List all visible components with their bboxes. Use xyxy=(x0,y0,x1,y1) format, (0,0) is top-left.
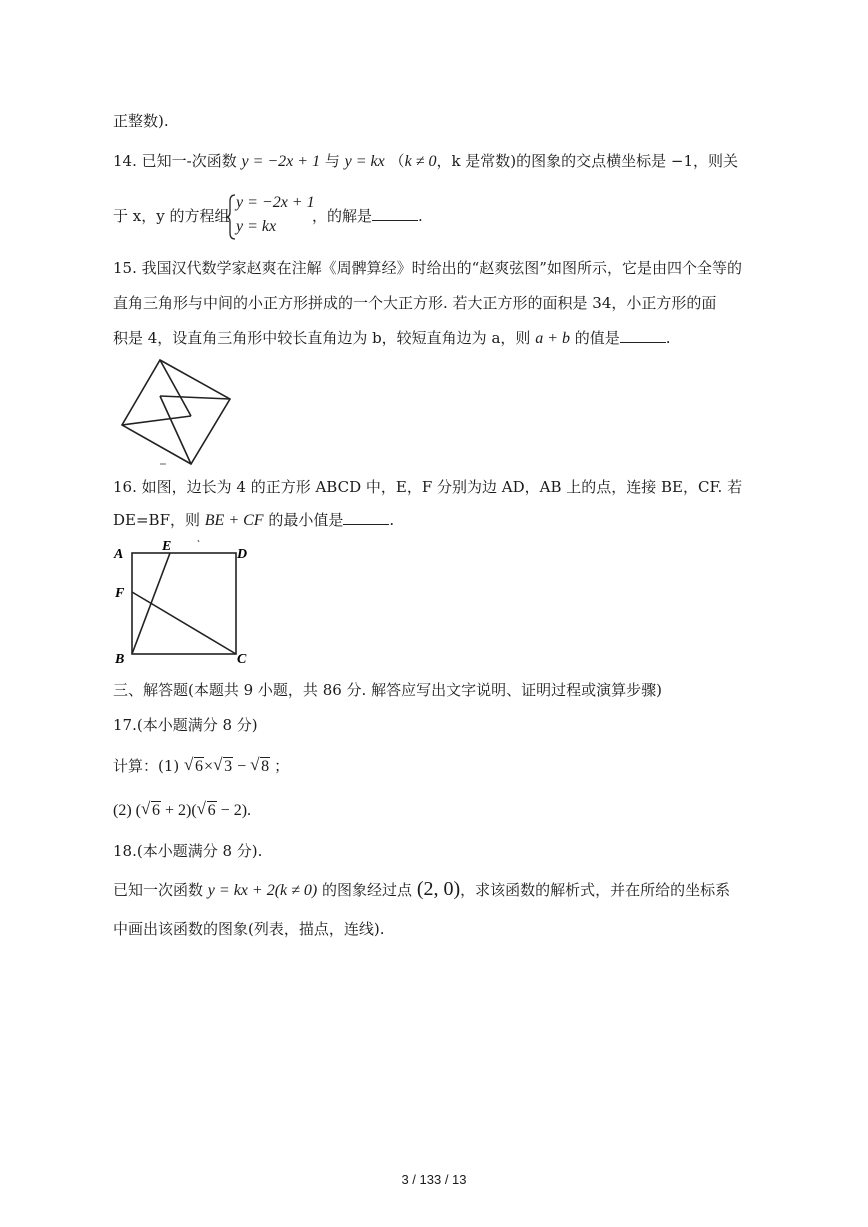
zhao-shuang-diagram xyxy=(118,356,234,468)
outer-square xyxy=(122,360,230,464)
q16-line-2 xyxy=(113,510,394,531)
q15-line-3 xyxy=(113,328,671,349)
q14-text-a: 14. 已知一-次函数 xyxy=(113,152,237,170)
label-a: A xyxy=(114,547,124,562)
q17-semicolon: ； xyxy=(274,757,290,775)
q14-line-1 xyxy=(113,151,738,172)
q14-text-c: （ xyxy=(389,152,405,170)
system-equation-2: y = kx xyxy=(236,218,277,235)
q14-answer xyxy=(312,206,423,226)
radicand-6-a: 6 xyxy=(151,802,160,819)
part-2-middle: + 2)( xyxy=(160,802,197,819)
minus-sign: − xyxy=(233,758,251,775)
q15-expression: a + b xyxy=(535,330,570,347)
label-f: F xyxy=(115,586,125,601)
times-sign: × xyxy=(204,758,214,775)
q15-answer-blank[interactable] xyxy=(620,328,666,343)
square-abcd xyxy=(132,553,236,654)
segment-cf xyxy=(132,592,236,654)
q18-text-a: 已知一次函数 xyxy=(113,881,204,899)
q17-part-2 xyxy=(113,800,251,821)
q14-answer-prompt: ，的解是 xyxy=(312,207,373,225)
q16-text-b: 的最小值是 xyxy=(268,511,344,529)
radicand-6-b: 6 xyxy=(207,802,216,819)
q17-calc-prefix: 计算：(1) xyxy=(113,757,180,775)
q17-header: 17.(本小题满分 8 分) xyxy=(113,716,258,734)
q14-period: . xyxy=(418,207,423,225)
q15-period: . xyxy=(665,329,671,347)
label-b: B xyxy=(115,652,125,667)
q17-part-1 xyxy=(113,756,289,777)
q18-line-2: 中画出该函数的图象(列表，描点，连线). xyxy=(113,920,385,938)
q18-line-1 xyxy=(113,879,730,901)
q14-line-2 xyxy=(113,206,229,226)
q18-equation: y = kx + 2(k ≠ 0) xyxy=(207,882,318,899)
square-abcd-diagram xyxy=(110,536,260,668)
q16-expression: BE + CF xyxy=(204,512,264,529)
q16-line-1: 16. 如图，边长为 4 的正方形 ABCD 中，E，F 分别为边 AD，AB 上的点，连接 BE，CF. 若 xyxy=(113,478,743,496)
q17-expression-1: √ 6× √ 3 − √ 8 xyxy=(184,755,270,775)
q14-equation-2: y = kx xyxy=(344,153,385,170)
q15-text-b: 的值是 xyxy=(574,329,620,347)
label-c: C xyxy=(237,652,247,667)
q18-text-b: 的图象经过点 xyxy=(322,881,413,899)
q18-point: (2, 0) xyxy=(416,878,461,900)
diagram-line-4 xyxy=(122,416,191,425)
q16-period: . xyxy=(389,511,395,529)
q15-text-a: 积是 4，设直角三角形中较长直角边为 b，较短直角边为 a，则 xyxy=(113,329,531,347)
q14-text-b: 与 xyxy=(324,152,340,170)
section-3-heading: 三、解答题(本题共 9 小题，共 86 分. 解答应写出文字说明、证明过程或演算步骤) xyxy=(113,681,662,699)
previous-question-tail: 正整数). xyxy=(113,112,169,130)
q14-condition: k ≠ 0 xyxy=(404,153,437,170)
q15-line-2: 直角三角形与中间的小正方形拼成的一个大正方形. 若大正方形的面积是 34，小正方形的面 xyxy=(113,294,717,312)
q14-system-intro: 于 x，y 的方程组 xyxy=(113,207,230,225)
radicand-8: 8 xyxy=(261,758,270,775)
q16-text-a: DE=BF，则 xyxy=(113,511,200,529)
q18-text-c: ，求该函数的解析式，并在所给的坐标系 xyxy=(460,881,731,899)
q15-line-1: 15. 我国汉代数学家赵爽在注解《周髀算经》时给出的“赵爽弦图”如图所示，它是由四个全等的 xyxy=(113,259,742,277)
diagram-line-2 xyxy=(160,396,230,399)
q17-expression-2: (2) ( √ 6 + 2)( √ 6 − 2). xyxy=(113,799,252,819)
part-2-prefix: (2) ( xyxy=(113,802,141,819)
q14-text-d: ，k 是常数)的图象的交点横坐标是 −1，则关 xyxy=(436,152,739,170)
label-d: D xyxy=(237,547,248,562)
radicand-6: 6 xyxy=(195,758,204,775)
q14-equation-1: y = −2x + 1 xyxy=(241,153,321,170)
radicand-3: 3 xyxy=(224,758,233,775)
q16-answer-blank[interactable] xyxy=(343,510,389,525)
page-number-footer: 3 / 133 / 13 xyxy=(401,1172,467,1187)
q14-answer-blank[interactable] xyxy=(372,206,418,221)
q18-header: 18.(本小题满分 8 分). xyxy=(113,842,263,860)
label-e: E xyxy=(162,539,172,554)
part-2-end: − 2). xyxy=(216,802,252,819)
system-equation-1: y = −2x + 1 xyxy=(236,194,315,211)
